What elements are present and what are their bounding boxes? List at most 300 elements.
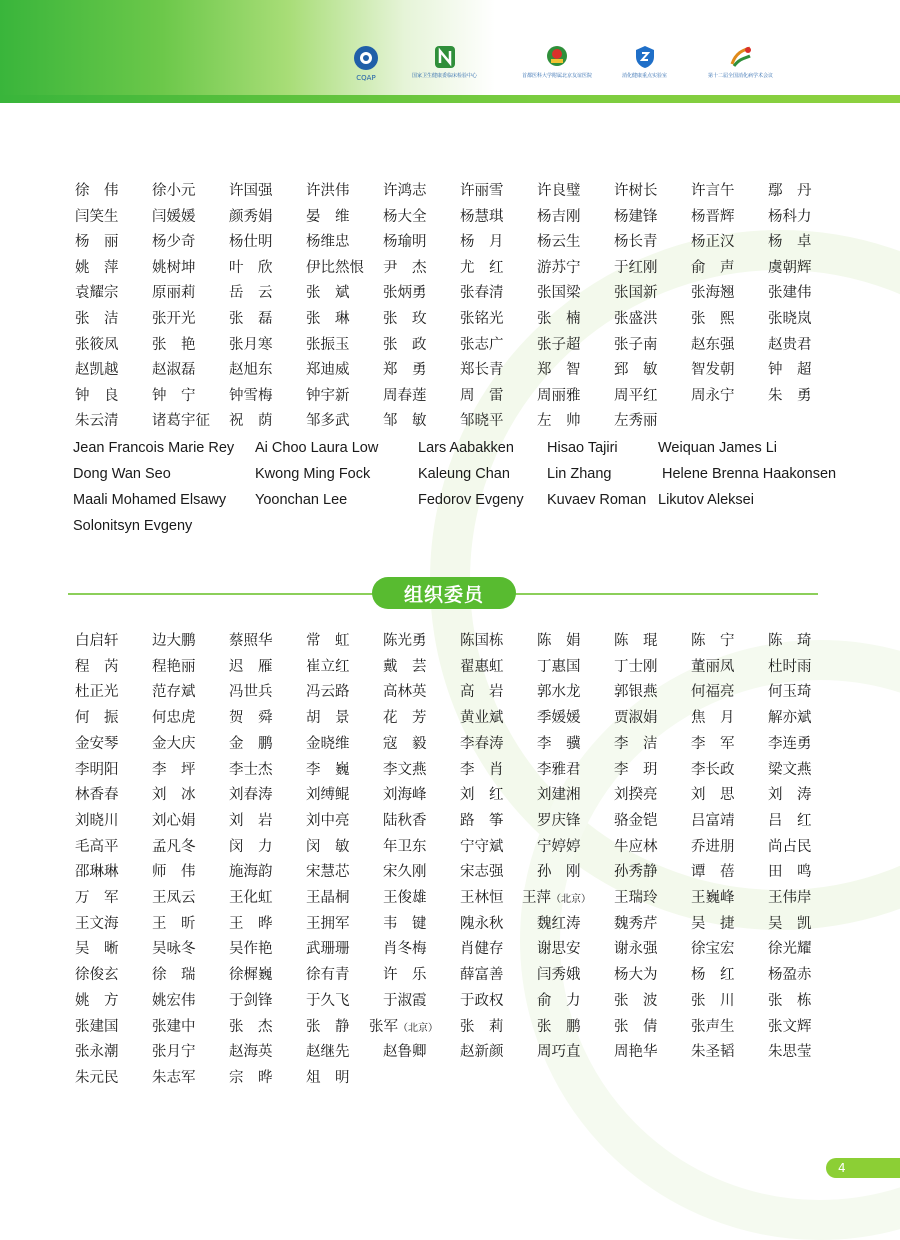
member-name: 年卫东 [383, 838, 427, 855]
member-name: 施海韵 [229, 864, 273, 881]
member-name: 张开光 [152, 311, 196, 327]
member-name: 张国梁 [537, 285, 581, 302]
member-name: 杨少奇 [152, 234, 196, 251]
section-title-organizing-committee: 组织委员 [372, 577, 516, 609]
member-name: 朱 勇 [768, 387, 812, 404]
member-name: 张 熙 [691, 311, 735, 327]
member-name: 张建国 [75, 1018, 119, 1035]
member-name: 宁婷婷 [537, 838, 581, 855]
member-name: 朱志军 [152, 1069, 196, 1086]
member-name: 张子南 [614, 336, 658, 353]
member-name: 张永潮 [75, 1044, 119, 1061]
member-name: 闵 敏 [306, 838, 350, 855]
member-name: 黄业斌 [460, 710, 504, 727]
member-name: 张 莉 [460, 1018, 504, 1035]
member-name: 郑 智 [537, 362, 581, 379]
member-name: 杨瑜明 [383, 234, 427, 251]
member-name: 杨慧琪 [460, 208, 504, 225]
member-name: 刘 岩 [229, 812, 273, 829]
hospital-logo [522, 44, 592, 88]
member-name: 尹 杰 [383, 259, 427, 276]
member-name: 张 鹏 [537, 1018, 581, 1035]
member-name: 刘 思 [691, 787, 735, 804]
member-name: Lin Zhang [547, 466, 612, 482]
member-name: 李 肖 [460, 761, 504, 778]
member-name: 冯世兵 [229, 684, 273, 701]
member-name: 张 波 [614, 992, 658, 1009]
member-name: 岳 云 [229, 285, 273, 302]
member-name: 张铭光 [460, 311, 504, 327]
member-name: Weiquan James Li [658, 440, 778, 456]
member-name: 翟惠虹 [460, 658, 504, 675]
member-name: Helene Brenna Haakonsen [662, 466, 837, 482]
member-name: 宋慧芯 [306, 864, 350, 881]
member-name: 张 杰 [229, 1018, 273, 1035]
member-name: 杨 月 [460, 234, 504, 251]
member-name: 范存斌 [152, 684, 196, 701]
member-name: 左 帅 [537, 413, 581, 430]
member-name: 杨晋辉 [691, 208, 735, 225]
member-name: 刘 红 [460, 787, 504, 804]
member-name: Kuvaev Roman [547, 492, 647, 508]
member-name: 李 巍 [306, 761, 350, 778]
member-name: 许鸿志 [383, 183, 427, 199]
member-name: 刘春涛 [229, 787, 273, 804]
member-name: 闵 力 [229, 838, 273, 855]
member-name: 王 晔 [229, 915, 273, 932]
member-location-suffix: （北京） [551, 894, 591, 905]
member-name: 陈 琦 [768, 633, 812, 649]
member-name: 张 楠 [537, 311, 581, 327]
member-name: Kaleung Chan [418, 466, 510, 482]
member-name: 赵旭东 [229, 362, 273, 379]
member-name: 边大鹏 [152, 633, 196, 649]
member-name: 程 芮 [75, 658, 119, 675]
member-name: 张建伟 [768, 285, 812, 302]
member-name: 白启轩 [75, 633, 119, 649]
member-name: 贺 舜 [229, 710, 273, 727]
member-name: 吕富靖 [691, 812, 735, 829]
member-name: 乔进朋 [691, 838, 735, 855]
cqap-caption: CQAP [356, 74, 376, 82]
member-name: Lars Aabakken [418, 440, 514, 456]
member-name: 张 政 [383, 336, 427, 353]
member-name: 王巍峰 [691, 890, 735, 906]
member-name: 张 洁 [75, 311, 119, 327]
member-name: 李 军 [691, 735, 735, 752]
member-name: 徐俊玄 [75, 967, 119, 984]
member-name: 张盛洪 [614, 311, 658, 327]
member-name: 郑长青 [460, 362, 504, 379]
member-name: 许洪伟 [306, 183, 350, 199]
member-name: 朱思莹 [768, 1044, 812, 1061]
member-name: 金晓维 [306, 735, 350, 752]
member-name: 郑 勇 [383, 362, 427, 379]
member-name: 朱元民 [75, 1069, 119, 1086]
member-name: 崔立红 [306, 658, 350, 675]
member-name: 孙 刚 [537, 864, 581, 881]
member-name: 杨吉刚 [537, 208, 581, 225]
nccl-logo-icon [433, 44, 457, 70]
member-name: 郅 敏 [614, 362, 658, 379]
member-name: 刘心娟 [152, 812, 196, 829]
member-name: 邹多武 [306, 413, 350, 430]
member-name: 王林恒 [460, 890, 504, 906]
member-name: 李春涛 [460, 735, 504, 752]
member-name: 杨 丽 [75, 234, 119, 251]
member-name: 宁守斌 [460, 838, 504, 855]
member-name: 杨盈赤 [768, 967, 812, 984]
member-name: 张志广 [460, 336, 504, 353]
member-name: 罗庆锋 [537, 812, 581, 829]
member-name: 周春莲 [383, 387, 427, 404]
member-name: 张 艳 [152, 336, 196, 353]
member-name: 谭 蓓 [691, 864, 735, 881]
shield-caption: 消化健康重点实验室 [622, 73, 668, 79]
member-name: 田 鸣 [768, 864, 812, 881]
member-name: 于红刚 [614, 259, 658, 276]
member-name: 王拥军 [306, 915, 350, 932]
member-name: 张春清 [460, 285, 504, 302]
member-name: 吴 凯 [768, 915, 812, 932]
member-name: 于淑霞 [383, 992, 427, 1009]
member-name: 刘中亮 [306, 812, 350, 829]
member-name: 邹 敏 [383, 413, 427, 430]
member-name: 何忠虎 [152, 710, 196, 727]
sponsor-logos [0, 44, 900, 88]
member-name: 肖冬梅 [383, 941, 427, 958]
member-name: 李明阳 [75, 761, 119, 778]
member-name: 杨维忠 [306, 234, 350, 251]
member-name: 张 琳 [306, 311, 350, 327]
member-name: 钟宇新 [306, 387, 350, 404]
member-name: 张 倩 [614, 1018, 658, 1035]
member-name: 胡 景 [306, 710, 350, 727]
member-name: 许树长 [614, 183, 658, 199]
member-name: 钟 超 [768, 362, 812, 379]
member-name: 李雅君 [537, 761, 581, 778]
member-name: 高林英 [383, 684, 427, 701]
hospital-logo-icon [545, 44, 569, 70]
member-name: Hisao Tajiri [547, 440, 618, 456]
member-name: 孙秀静 [614, 864, 658, 881]
member-name: 颜秀娟 [229, 208, 273, 225]
member-name: 徐 瑞 [152, 967, 196, 984]
member-name: 师 伟 [152, 864, 196, 881]
member-name: 郭水龙 [537, 684, 581, 701]
member-name: 贾淑娟 [614, 710, 658, 727]
member-name: 张建中 [152, 1018, 196, 1035]
member-name: 谢思安 [537, 941, 581, 958]
member-name: 姚树坤 [152, 259, 196, 276]
member-location-suffix: （北京） [398, 1022, 438, 1034]
member-name: 宋久刚 [383, 864, 427, 881]
conference-logo [708, 44, 773, 88]
cqap-logo [352, 44, 380, 88]
member-name: 王瑞玲 [614, 890, 658, 906]
member-name: 于久飞 [306, 992, 350, 1009]
member-name: Maali Mohamed Elsawy [73, 492, 227, 508]
member-name: 骆金铠 [614, 812, 658, 829]
member-name: 毛高平 [75, 838, 119, 855]
member-name: 戴 芸 [383, 658, 427, 675]
member-name: 孟凡冬 [152, 838, 196, 855]
member-name: 杨大全 [383, 208, 427, 225]
member-name: 陈 宁 [691, 633, 735, 649]
member-name: 周巧直 [537, 1044, 581, 1061]
member-name: 肖健存 [460, 941, 504, 958]
member-name: 金 鹏 [229, 735, 273, 752]
member-name: 冯云路 [306, 684, 350, 701]
member-name: 杨仕明 [229, 234, 273, 251]
member-name: 赵新颜 [460, 1044, 504, 1061]
member-name: 迟 雁 [229, 658, 273, 675]
member-name: 张 磊 [229, 311, 273, 327]
member-name: 诸葛宇征 [152, 413, 210, 430]
member-name: 陈国栋 [460, 633, 504, 649]
member-name: 周艳华 [614, 1044, 658, 1061]
member-name: Ai Choo Laura Low [255, 440, 379, 456]
member-name: 陈 娟 [537, 633, 581, 649]
member-name: 钟 良 [75, 387, 119, 404]
cqap-logo-icon [352, 44, 380, 72]
member-name: 左秀丽 [614, 413, 658, 430]
member-name: 刘建湘 [537, 787, 581, 804]
member-name: 焦 月 [691, 710, 735, 727]
member-name: 尚占民 [768, 838, 812, 855]
member-name: 许国强 [229, 183, 273, 199]
member-name: 徐樨巍 [229, 967, 273, 984]
member-name: 姚 萍 [75, 259, 119, 276]
member-name: 于政权 [460, 992, 504, 1009]
member-name: 张国新 [614, 285, 658, 302]
member-name: 徐宝宏 [691, 941, 735, 958]
member-name: 张文辉 [768, 1018, 812, 1035]
member-name: 何 振 [75, 710, 119, 727]
member-name: 吴 晰 [75, 941, 119, 958]
member-name: 赵东强 [691, 336, 735, 353]
member-name: 智发朝 [691, 362, 735, 379]
member-name: 刘海峰 [383, 787, 427, 804]
member-name: 常 虹 [306, 633, 350, 649]
member-name: 李文燕 [383, 761, 427, 778]
member-name: 叶 欣 [229, 259, 273, 276]
member-name: 宋志强 [460, 864, 504, 881]
member-name: 金安琴 [75, 735, 119, 752]
member-name: 张 静 [306, 1018, 350, 1035]
member-name: 张振玉 [306, 336, 350, 353]
member-name: 路 筝 [460, 812, 504, 829]
member-name: 李 洁 [614, 735, 658, 752]
member-name: 高 岩 [460, 684, 504, 701]
member-name: 尤 红 [460, 259, 504, 276]
member-name: 于剑锋 [229, 992, 273, 1009]
member-name: 吕 红 [768, 812, 812, 829]
member-name: 谢永强 [614, 941, 658, 958]
member-name: 刘 涛 [768, 787, 812, 804]
member-name: 游苏宁 [537, 259, 581, 276]
member-name: 张筱凤 [75, 336, 119, 353]
member-name: 张 玫 [383, 311, 427, 327]
member-name: 魏红涛 [537, 915, 581, 932]
member-name: 赵鲁卿 [383, 1044, 427, 1061]
member-name: 徐 伟 [75, 183, 119, 199]
member-name: 吴咏冬 [152, 941, 196, 958]
member-name: 周永宁 [691, 387, 735, 404]
nccl-logo [412, 44, 477, 88]
member-name: 邹晓平 [460, 413, 504, 430]
member-name: 何玉琦 [768, 684, 812, 701]
member-name: 张月寒 [229, 336, 273, 353]
member-name: 刘揆亮 [614, 787, 658, 804]
member-name: 周 雷 [460, 387, 504, 404]
member-name: 许言午 [691, 183, 735, 199]
member-name: Kwong Ming Fock [255, 466, 371, 482]
member-name: 钟 宁 [152, 387, 196, 404]
member-name: 杨云生 [537, 234, 581, 251]
member-name: 王萍（北京） [522, 890, 591, 906]
nccl-caption: 国家卫生健康委临床检验中心 [412, 73, 478, 79]
member-name: 李士杰 [229, 761, 273, 778]
member-name: 张 斌 [306, 285, 350, 302]
member-name: 李连勇 [768, 735, 812, 752]
member-name: 解亦斌 [768, 710, 812, 727]
member-name: 周平红 [614, 387, 658, 404]
member-name: 程艳丽 [152, 658, 196, 675]
member-name: 原丽莉 [152, 285, 196, 302]
member-name: Jean Francois Marie Rey [73, 440, 235, 456]
member-name: 鄢 丹 [768, 183, 812, 199]
member-name: 李 坪 [152, 761, 196, 778]
member-name: 徐有青 [306, 967, 350, 984]
member-name: 杨 红 [691, 967, 735, 984]
member-name: 寇 毅 [383, 735, 427, 752]
member-name: 何福亮 [691, 684, 735, 701]
member-name: 杨大为 [614, 967, 658, 984]
member-name: 李长政 [691, 761, 735, 778]
member-name: 杨 卓 [768, 234, 812, 251]
member-name: 俞 声 [691, 259, 735, 276]
member-name: 王文海 [75, 915, 119, 932]
member-name: 刘 冰 [152, 787, 196, 804]
member-name: Yoonchan Lee [255, 492, 348, 508]
member-name: 赵淑磊 [152, 362, 196, 379]
member-name: 林香春 [75, 787, 119, 804]
member-name: 朱圣韬 [691, 1044, 735, 1061]
shield-logo [622, 44, 667, 88]
member-name: 陆秋香 [383, 812, 427, 829]
member-name: 王化虹 [229, 890, 273, 906]
member-name: 杜时雨 [768, 658, 812, 675]
member-name: Fedorov Evgeny [418, 492, 524, 508]
member-name: 赵继先 [306, 1044, 350, 1061]
member-name: 邵琳琳 [75, 864, 119, 881]
member-name: 许良璧 [537, 183, 581, 199]
member-name: 张声生 [691, 1018, 735, 1035]
member-name: 闫秀娥 [537, 967, 581, 984]
member-name: 张炳勇 [383, 285, 427, 302]
member-name: 李 骥 [537, 735, 581, 752]
member-name: 武珊珊 [306, 941, 350, 958]
member-name: 刘缚鲲 [306, 787, 350, 804]
member-name: 李 玥 [614, 761, 658, 778]
member-name: 姚宏伟 [152, 992, 196, 1009]
member-name: 韦 键 [383, 915, 427, 932]
member-name: 张 栋 [768, 992, 812, 1009]
member-name: 郑迪威 [306, 362, 350, 379]
member-name: 陈光勇 [383, 633, 427, 649]
member-name: 虞朝辉 [768, 259, 812, 276]
member-name: Dong Wan Seo [73, 466, 171, 482]
member-name: 许丽雪 [460, 183, 504, 199]
member-name: 王伟岸 [768, 890, 812, 906]
member-name: 王俊雄 [383, 890, 427, 906]
member-name: 隗永秋 [460, 915, 504, 932]
member-name: 俎 明 [306, 1069, 350, 1086]
member-name: 伊比然恨 [306, 259, 364, 276]
member-name: 郭银燕 [614, 684, 658, 701]
member-name: 晏 维 [306, 208, 350, 225]
member-name: 张子超 [537, 336, 581, 353]
member-name: 杨正汉 [691, 234, 735, 251]
member-name: 梁文燕 [768, 761, 812, 778]
member-name: 张 川 [691, 992, 735, 1009]
member-name: 徐小元 [152, 183, 196, 199]
member-name: 吴作艳 [229, 941, 273, 958]
member-name: 闫笑生 [75, 208, 119, 225]
member-name: 王凤云 [152, 890, 196, 906]
member-name: 俞 力 [537, 992, 581, 1009]
hospital-caption: 首都医科大学附属北京友谊医院 [522, 73, 593, 79]
member-name: 万 军 [75, 890, 119, 906]
member-name: 张月宁 [152, 1044, 196, 1061]
member-name: 杨科力 [768, 208, 812, 225]
member-name: 许 乐 [383, 967, 427, 984]
member-name: 蔡照华 [229, 633, 273, 649]
member-name: 闫媛媛 [152, 208, 196, 225]
member-name: Likutov Aleksei [658, 492, 754, 508]
member-name: 徐光耀 [768, 941, 812, 958]
member-name: 牛应林 [614, 838, 658, 855]
shield-logo-icon [633, 44, 657, 70]
member-name: 杜正光 [75, 684, 119, 701]
member-name: 季媛媛 [537, 710, 581, 727]
member-name: 张军（北京） [369, 1018, 438, 1035]
member-name: Solonitsyn Evgeny [73, 518, 193, 534]
member-name: 杨建锋 [614, 208, 658, 225]
member-name: 祝 荫 [229, 413, 273, 430]
member-name: 魏秀芹 [614, 915, 658, 932]
member-name: 杨长青 [614, 234, 658, 251]
member-name: 刘晓川 [75, 812, 119, 829]
member-name: 周丽雅 [537, 387, 581, 404]
member-name: 丁惠国 [537, 658, 581, 675]
member-name: 金大庆 [152, 735, 196, 752]
member-name: 吴 捷 [691, 915, 735, 932]
member-name: 张晓岚 [768, 311, 812, 327]
member-name: 薛富善 [460, 967, 504, 984]
member-name: 花 芳 [383, 710, 427, 727]
page-number: 4 [826, 1158, 900, 1178]
conference-caption: 第十二届全国消化病学术会议 [708, 73, 774, 79]
member-name: 袁耀宗 [75, 285, 119, 302]
member-name: 赵海英 [229, 1044, 273, 1061]
conference-logo-icon [728, 44, 754, 70]
member-name: 朱云清 [75, 413, 119, 430]
member-name: 宗 晔 [229, 1069, 273, 1086]
member-name: 丁士刚 [614, 658, 658, 675]
member-name: 赵凯越 [75, 362, 119, 379]
